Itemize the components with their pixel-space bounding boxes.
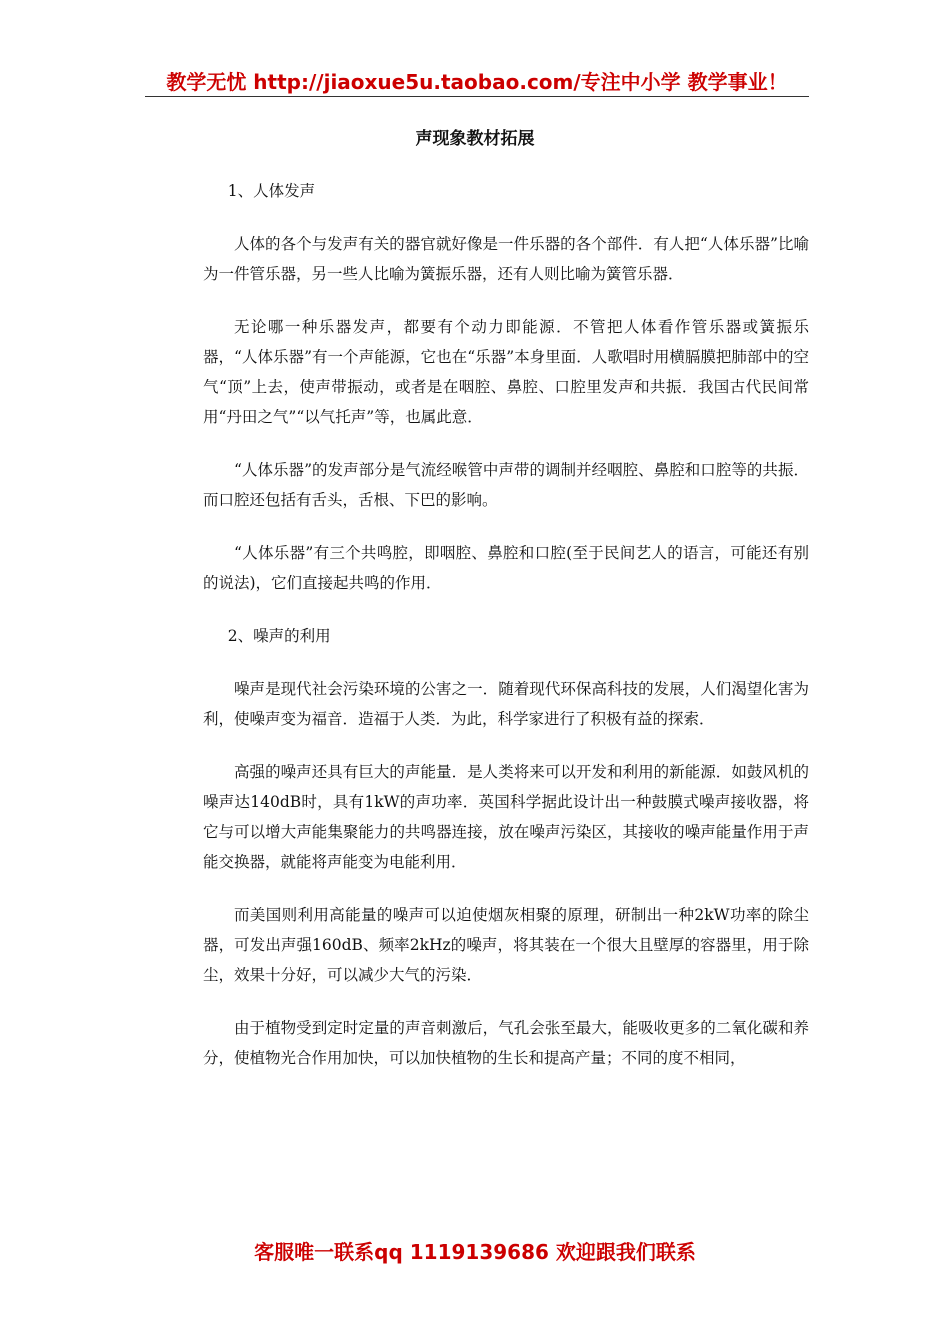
document-body <box>203 176 809 1096</box>
paragraph: 由于植物受到定时定量的声音刺激后，气孔会张至最大，能吸收更多的二氧化碳和养分，使植物光合作用加快，可以加快植物的生长和提高产量；不同的度不相同， <box>203 1019 809 1067</box>
paragraph: “人体乐器”的发声部分是气流经喉管中声带的调制并经咽腔、鼻腔和口腔等的共振．而口腔还包括有舌头，舌根、下巴的影响。 <box>203 461 809 509</box>
paragraph: 无论哪一种乐器发声，都要有个动力即能源．不管把人体看作管乐器或簧振乐器，“人体乐器”有一个声能源，它也在“乐器”本身里面．人歌唱时用横膈膜把肺部中的空气“顶”上去，使声带振动，或者是在咽腔、鼻腔、口腔里发声和共振．我国古代民间常用“丹田之气”“以气托声”等，也属此意． <box>203 318 809 426</box>
header-text: 教学无忧 http://jiaoxue5u.taobao.com/专注中小学 教学事业！ <box>166 70 788 94</box>
header-banner <box>145 66 809 95</box>
header-divider <box>145 96 809 97</box>
section-heading: 2、噪声的利用 <box>227 627 331 645</box>
paragraph: “人体乐器”有三个共鸣腔，即咽腔、鼻腔和口腔(至于民间艺人的语言，可能还有别的说法)，它们直接起共鸣的作用． <box>203 544 809 592</box>
section-heading: 1、人体发声 <box>227 182 316 200</box>
footer-text: 客服唯一联系qq 1119139686 欢迎跟我们联系 <box>254 1240 696 1264</box>
paragraph: 而美国则利用高能量的噪声可以迫使烟灰相聚的原理，研制出一种2kW功率的除尘器，可发出声强160dB、频率2kHz的噪声，将其装在一个很大且壁厚的容器里，用于除尘，效果十分好，可以减少大气的污染． <box>203 906 809 984</box>
paragraph: 高强的噪声还具有巨大的声能量．是人类将来可以开发和利用的新能源．如鼓风机的噪声达140dB时，具有1kW的声功率．英国科学据此设计出一种鼓膜式噪声接收器，将它与可以增大声能集聚能力的共鸣器连接，放在噪声污染区，其接收的噪声能量作用于声能交换器，就能将声能变为电能利用． <box>203 763 809 871</box>
page-title: 声现象教材拓展 <box>415 129 535 149</box>
footer-contact <box>0 1236 950 1265</box>
paragraph: 人体的各个与发声有关的器官就好像是一件乐器的各个部件．有人把“人体乐器”比喻为一件管乐器，另一些人比喻为簧振乐器，还有人则比喻为簧管乐器． <box>203 235 809 283</box>
paragraph: 噪声是现代社会污染环境的公害之一．随着现代环保高科技的发展，人们渴望化害为利，使噪声变为福音．造福于人类．为此，科学家进行了积极有益的探索． <box>203 680 809 728</box>
